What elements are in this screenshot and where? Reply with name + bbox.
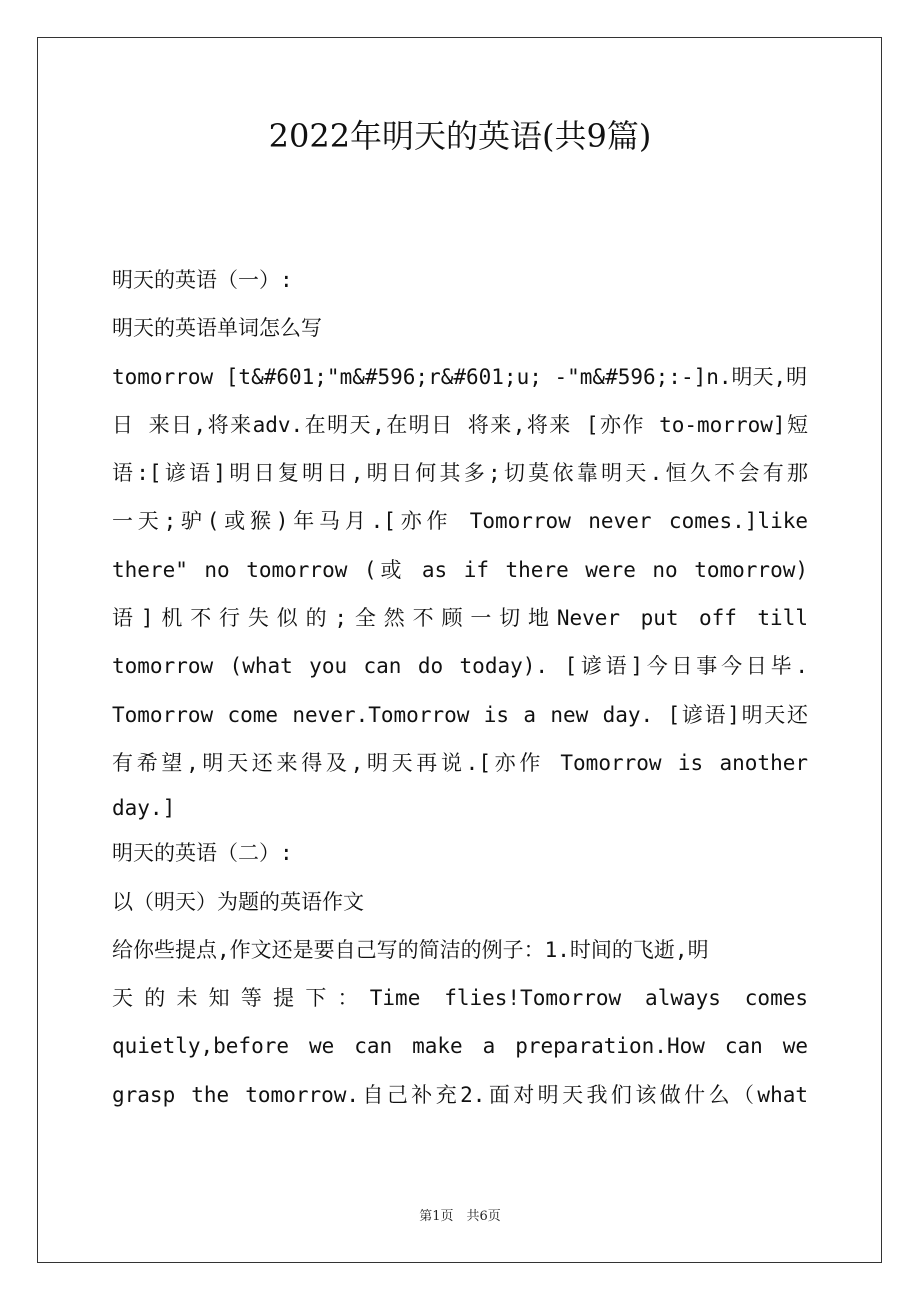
paragraph-line: 有希望,明天还来得及,明天再说.[亦作 Tomorrow is another: [112, 750, 808, 775]
subheading: 以（明天）为题的英语作文: [112, 889, 364, 914]
section-heading-2: 明天的英语（二）:: [112, 841, 293, 866]
paragraph-line: Tomorrow come never.Tomorrow is a new day. [谚语]明天还: [112, 702, 808, 727]
paragraph-line: 语:[谚语]明日复明日,明日何其多;切莫依靠明天.恒久不会有那: [112, 461, 808, 486]
paragraph-line: 给你些提点,作文还是要自己写的简洁的例子：1.时间的飞逝,明: [112, 937, 709, 962]
subheading: 明天的英语单词怎么写: [112, 316, 322, 341]
paragraph-line: quietly,before we can make a preparation.How can we: [112, 1034, 808, 1059]
paragraph-line: 语]机不行失似的;全然不顾一切地Never put off till: [112, 606, 808, 631]
paragraph-line: 一天;驴(或猴)年马月.[亦作 Tomorrow never comes.]like: [112, 509, 808, 534]
paragraph-line: 日 来日,将来adv.在明天,在明日 将来,将来 [亦作 to-morrow]短: [112, 412, 808, 437]
paragraph-line: 天的未知等提下：Time flies!Tomorrow always comes: [112, 986, 808, 1011]
paragraph-line: tomorrow [t&#601;"m&#596;r&#601;u; -"m&#596;:-]n.明天,明: [112, 364, 808, 389]
paragraph-line: tomorrow (what you can do today). [谚语]今日事今日毕.: [112, 654, 808, 679]
paragraph-line: grasp the tomorrow.自己补充2.面对明天我们该做什么（what: [112, 1082, 808, 1107]
paragraph-line: there" no tomorrow (或 as if there were no tomorrow): [112, 557, 808, 582]
document-body: [112, 256, 808, 1119]
section-heading-1: 明天的英语（一）:: [112, 268, 293, 292]
page-footer: 第1页 共6页: [419, 1209, 501, 1224]
paragraph-line: day.]: [112, 796, 176, 821]
document-title: 2022年明天的英语(共9篇): [268, 117, 652, 155]
